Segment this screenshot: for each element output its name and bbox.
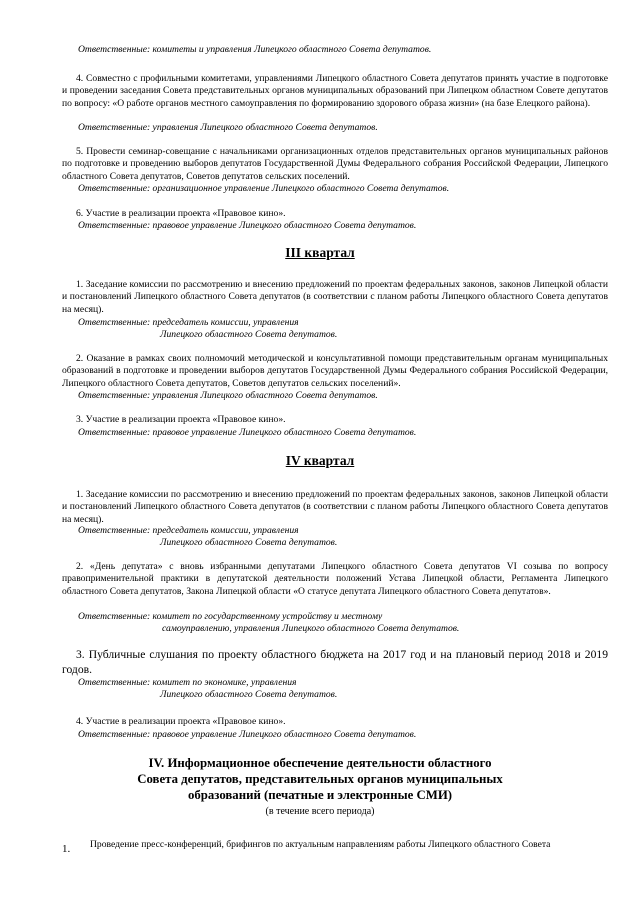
responsible-line: Ответственные: комитет по экономике, управления	[78, 677, 297, 688]
paragraph-q3-item-3: 3. Участие в реализации проекта «Правовое кино».	[76, 414, 286, 425]
paragraph-item-5: 5. Провести семинар-совещание с начальниками организационных отделов представительных органов муниципальных районов по подготовке и проведению выборов депутатов Государственной Думы Федерального собрания Российской Федерации, Липецкого областного Совета депутатов, Советов депутатов сельских поселений.	[62, 146, 608, 182]
paragraph-item-4: 4. Совместно с профильными комитетами, управлениями Липецкого областного Совета депутатов принять участие в подготовке и проведении заседания Совета представительных органов муниципальных образований при Липецком областном Совете депутатов по вопросу: «О работе органов местного самоуправления по формированию здорового образа жизни» (на базе Елецкого района).	[62, 73, 608, 109]
section-heading-line-1: IV. Информационное обеспечение деятельности областного	[148, 756, 492, 770]
responsible-line: Ответственные: управления Липецкого областного Совета депутатов.	[78, 122, 378, 133]
section-subheading: (в течение всего периода)	[265, 806, 375, 817]
responsible-line: Ответственные: председатель комиссии, управления	[78, 525, 299, 536]
paragraph-q4-item-1: 1. Заседание комиссии по рассмотрению и внесению предложений по проектам федеральных законов, законов Липецкой области и постановлений Липецкого областного Совета депутатов (в соответствии с планом работы Липецкого областного Совета депутатов на месяц).	[62, 489, 608, 525]
list-item-number: 1.	[62, 843, 71, 855]
paragraph-q4-item-3: 3. Публичные слушания по проекту областного бюджета на 2017 год и на плановый период 2018 и 2019 годов.	[62, 648, 608, 676]
quarter-heading-3: III квартал	[285, 245, 355, 260]
responsible-line: Ответственные: комитеты и управления Липецкого областного Совета депутатов.	[78, 44, 432, 55]
responsible-line: Ответственные: организационное управление Липецкого областного Совета депутатов.	[78, 183, 450, 194]
paragraph-q4-item-4: 4. Участие в реализации проекта «Правовое кино».	[76, 716, 286, 727]
responsible-line: Ответственные: правовое управление Липецкого областного Совета депутатов.	[78, 729, 417, 740]
responsible-line: Ответственные: управления Липецкого областного Совета депутатов.	[78, 390, 378, 401]
responsible-line: Ответственные: правовое управление Липецкого областного Совета депутатов.	[78, 220, 417, 231]
responsible-line: Ответственные: правовое управление Липецкого областного Совета депутатов.	[78, 427, 417, 438]
paragraph-q3-item-2: 2. Оказание в рамках своих полномочий методической и консультативной помощи представительным органам муниципальных образований в подготовке и проведении выборов депутатов Государственной Думы Федерального собрания Российской Федерации, Липецкого областного Совета депутатов, Советов депутатов сельских поселений».	[62, 353, 608, 389]
paragraph-item-6: 6. Участие в реализации проекта «Правовое кино».	[76, 208, 286, 219]
paragraph-q4-item-2: 2. «День депутата» с вновь избранными депутатами Липецкого областного Совета депутатов VI созыва по вопросу правоприменительной практики в депутатской деятельности положений Устава Липецкой области, Регламента Липецкого областного Совета депутатов, Закона Липецкой области «О статусе депутата Липецкого областного Совета депутатов».	[62, 561, 608, 597]
responsible-line-cont: самоуправлению, управления Липецкого областного Совета депутатов.	[162, 623, 460, 634]
responsible-line-cont: Липецкого областного Совета депутатов.	[160, 329, 338, 340]
quarter-heading-4: IV квартал	[285, 453, 355, 468]
paragraph-q3-item-1: 1. Заседание комиссии по рассмотрению и внесению предложений по проектам федеральных законов, законов Липецкой области и постановлений Липецкого областного Совета депутатов (в соответствии с планом работы Липецкого областного Совета депутатов на месяц).	[62, 279, 608, 315]
list-item-text: Проведение пресс-конференций, брифингов по актуальным направлениям работы Липецкого областного Совета	[90, 839, 551, 850]
responsible-line-cont: Липецкого областного Совета депутатов.	[160, 689, 338, 700]
section-heading-line-2: Совета депутатов, представительных органов муниципальных	[137, 772, 503, 786]
section-heading-line-3: образований (печатные и электронные СМИ)	[187, 788, 453, 802]
responsible-line-cont: Липецкого областного Совета депутатов.	[160, 537, 338, 548]
responsible-line: Ответственные: комитет по государственному устройству и местному	[78, 611, 383, 622]
responsible-line: Ответственные: председатель комиссии, управления	[78, 317, 299, 328]
